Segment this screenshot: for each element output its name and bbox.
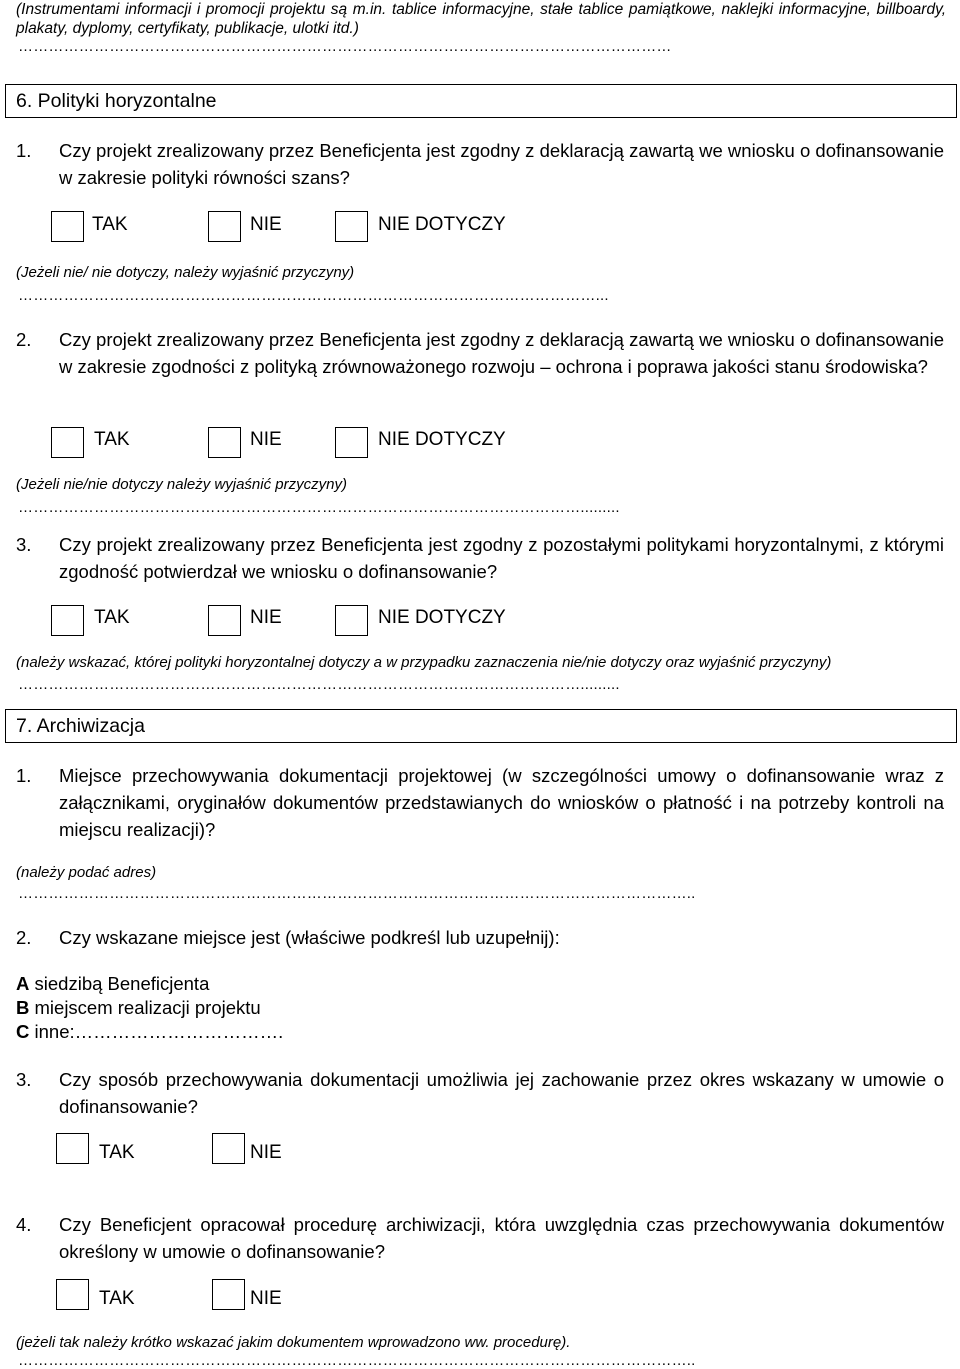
question-6-3-text: Czy projekt zrealizowany przez Beneficjenta jest zgodny z pozostałymi politykami horyzontalnymi, z którymi zgodność potwierdzał we wniosku o dofinansowanie?: [59, 534, 944, 582]
section-7-title: 7. Archiwizacja: [16, 715, 145, 737]
option-6-2-nie-label: NIE: [250, 429, 282, 450]
option-6-2-tak-label: TAK: [94, 429, 130, 450]
answer-option-b-text: miejscem realizacji projektu: [34, 997, 261, 1018]
checkbox-6-2-nie-dotyczy[interactable]: [335, 427, 368, 458]
option-6-1-tak-label: TAK: [92, 214, 128, 235]
answer-option-c[interactable]: [16, 1020, 283, 1044]
question-6-3-number: 3.: [16, 534, 32, 555]
answer-option-a-text: siedzibą Beneficjenta: [34, 973, 210, 994]
checkbox-6-1-nie-dotyczy[interactable]: [335, 211, 368, 242]
checkbox-6-1-tak[interactable]: [51, 211, 84, 242]
question-6-2-hint: (Jeżeli nie/nie dotyczy należy wyjaśnić przyczyny): [16, 476, 347, 493]
intro-note: (Instrumentami informacji i promocji projektu są m.in. tablice informacyjne, stałe tablice pamiątkowe, naklejki informacyjne, billboardy, plakaty, dyplomy, certyfikaty, publikacje, ulotki itd.): [16, 1, 946, 37]
option-6-1-nie-dotyczy-label: NIE DOTYCZY: [378, 214, 506, 235]
option-7-4-nie-label: NIE: [250, 1288, 282, 1309]
question-7-1-hint: (należy podać adres): [16, 864, 157, 881]
checkbox-7-3-tak[interactable]: [56, 1133, 89, 1164]
option-6-2-nie-dotyczy-label: NIE DOTYCZY: [378, 429, 506, 450]
checkbox-6-3-tak[interactable]: [51, 605, 84, 636]
question-7-4-answer-line[interactable]: ……………………………………………………………………………………………………………………..: [18, 1352, 696, 1369]
question-7-4-text: Czy Beneficjent opracował procedurę archiwizacji, która uwzględnia czas przechowywania dokumentów określony w umowie o dofinansowanie?: [59, 1214, 944, 1262]
checkbox-6-3-nie-dotyczy[interactable]: [335, 605, 368, 636]
option-6-3-tak-label: TAK: [94, 607, 130, 628]
section-6-header: [5, 84, 957, 118]
checkbox-6-2-tak[interactable]: [51, 427, 84, 458]
answer-option-b-letter: B: [16, 997, 30, 1018]
question-7-2-text: Czy wskazane miejsce jest (właściwe podkreśl lub uzupełnij):: [59, 927, 560, 948]
question-7-3-number: 3.: [16, 1069, 32, 1090]
question-7-3-text: Czy sposób przechowywania dokumentacji umożliwia jej zachowanie przez okres wskazany w umowie o dofinansowanie?: [59, 1069, 944, 1117]
option-6-3-nie-dotyczy-label: NIE DOTYCZY: [378, 607, 506, 628]
checkbox-7-4-tak[interactable]: [56, 1279, 89, 1310]
answer-option-c-letter: C: [16, 1021, 30, 1042]
question-6-1-hint: (Jeżeli nie/ nie dotyczy, należy wyjaśnić przyczyny): [16, 264, 355, 281]
question-6-1-number: 1.: [16, 140, 32, 161]
option-6-1-nie-label: NIE: [250, 214, 282, 235]
checkbox-6-2-nie[interactable]: [208, 427, 241, 458]
question-6-2-text: Czy projekt zrealizowany przez Beneficjenta jest zgodny z deklaracją zawartą we wniosku o dofinansowanie w zakresie zgodności z polityką zrównoważonego rozwoju – ochrona i poprawa jakości stanu środowiska?: [59, 329, 944, 377]
checkbox-7-3-nie[interactable]: [212, 1133, 245, 1164]
checkbox-6-3-nie[interactable]: [208, 605, 241, 636]
checkbox-7-4-nie[interactable]: [212, 1279, 245, 1310]
question-6-2-answer-line[interactable]: ………………………………………………………………………………………………….........: [18, 499, 620, 516]
option-7-4-tak-label: TAK: [99, 1288, 135, 1309]
question-6-2-number: 2.: [16, 329, 32, 350]
question-6-1-answer-line[interactable]: ……………………………………………………………………………………………………...: [18, 287, 609, 304]
option-6-3-nie-label: NIE: [250, 607, 282, 628]
question-7-1-answer-line[interactable]: ……………………………………………………………………………………………………………………..: [18, 885, 696, 902]
question-6-1-text: Czy projekt zrealizowany przez Beneficjenta jest zgodny z deklaracją zawartą we wniosku o dofinansowanie w zakresie polityki równości szans?: [59, 140, 944, 188]
checkbox-6-1-nie[interactable]: [208, 211, 241, 242]
option-7-3-tak-label: TAK: [99, 1142, 135, 1163]
question-7-1-text: Miejsce przechowywania dokumentacji projektowej (w szczególności umowy o dofinansowanie wraz z załącznikami, oryginałów dokumentów przedstawianych do wniosków o płatność i na potrzeby kontroli na miejscu realizacji)?: [59, 765, 944, 840]
question-6-3-answer-line[interactable]: ………………………………………………………………………………………………….........: [18, 676, 620, 693]
question-7-4-number: 4.: [16, 1214, 32, 1235]
answer-option-c-text: inne:…………………………….: [34, 1021, 284, 1042]
answer-option-a-letter: A: [16, 973, 30, 994]
answer-option-b[interactable]: [16, 996, 261, 1020]
question-7-4-hint: (jeżeli tak należy krótko wskazać jakim dokumentem wprowadzono ww. procedurę).: [16, 1334, 571, 1351]
question-7-1-number: 1.: [16, 765, 32, 786]
question-7-2-number: 2.: [16, 927, 32, 948]
question-6-3-hint: (należy wskazać, której polityki horyzontalnej dotyczy a w przypadku zaznaczenia nie/nie dotyczy oraz wyjaśnić przyczyny): [16, 654, 832, 671]
section-7-header: [5, 709, 957, 743]
section-6-title: 6. Polityki horyzontalne: [16, 90, 217, 112]
intro-dotted-line: …………………………………………………………………………………………………………………: [18, 38, 672, 55]
answer-option-a[interactable]: [16, 972, 209, 996]
option-7-3-nie-label: NIE: [250, 1142, 282, 1163]
